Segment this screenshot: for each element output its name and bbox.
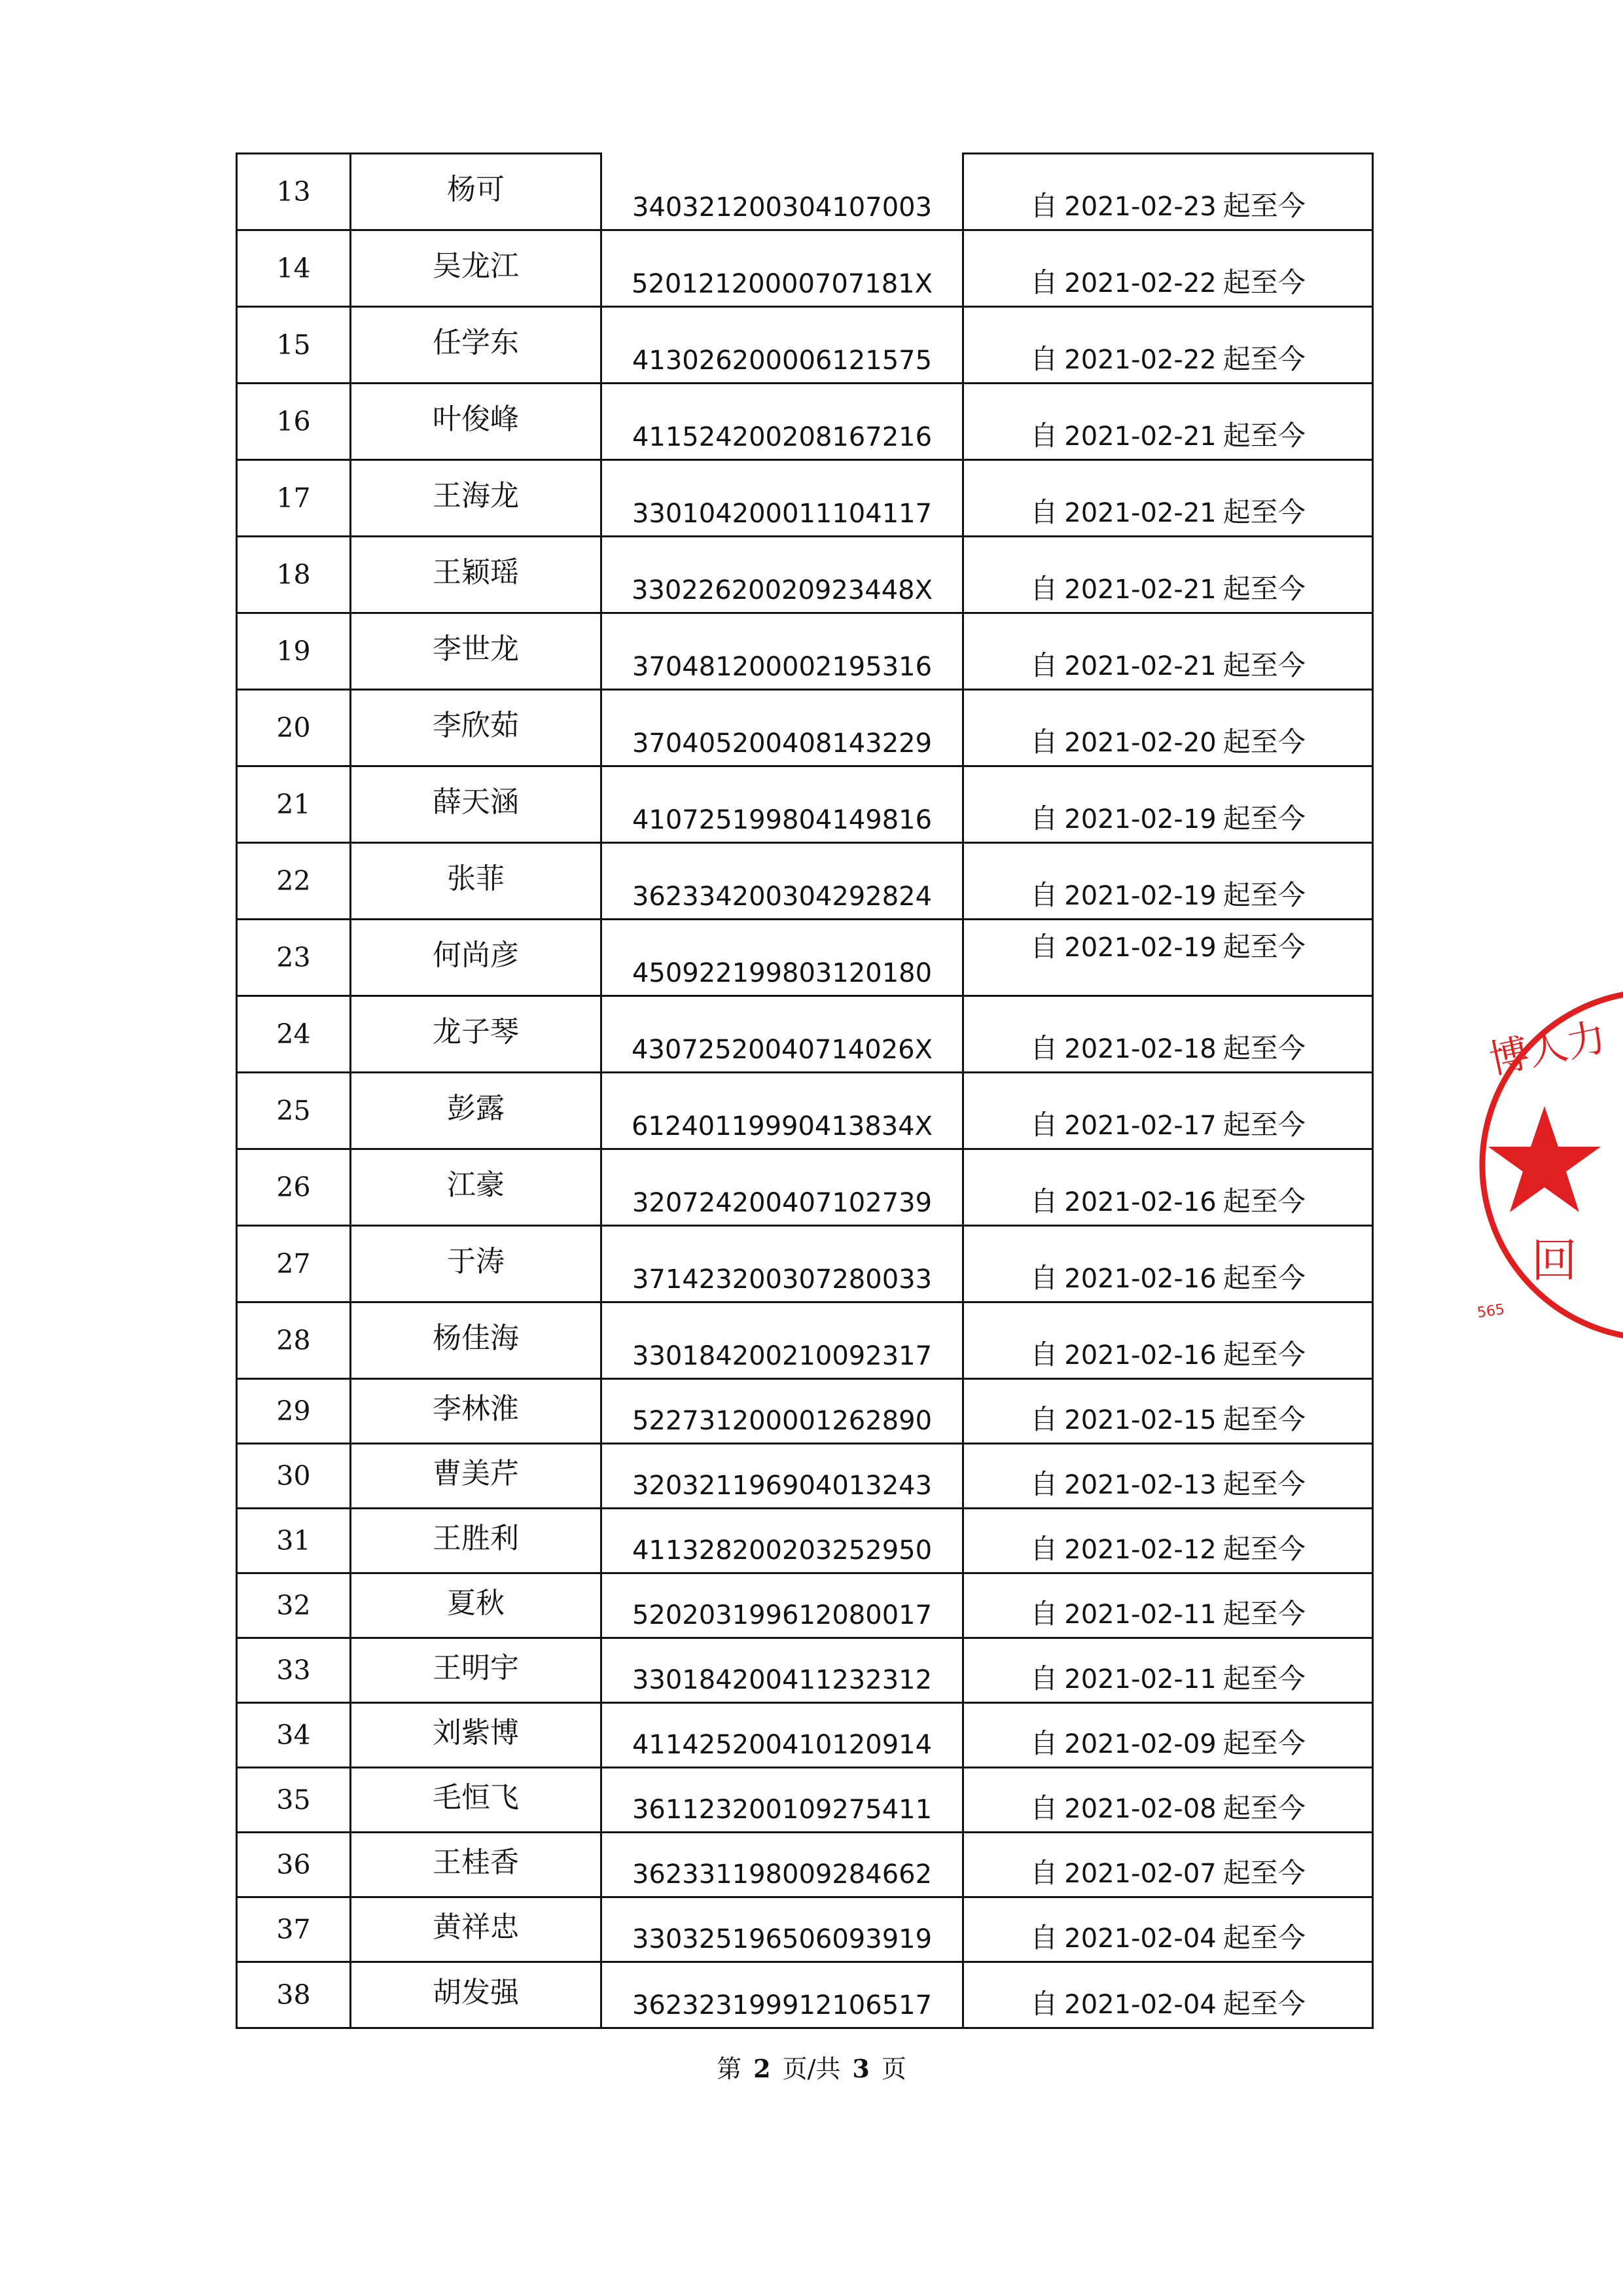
row-number: 34: [237, 1703, 351, 1768]
person-name: 张菲: [447, 862, 505, 895]
table-row: [237, 766, 1373, 843]
id-number: 361123200109275411: [601, 1768, 963, 1833]
table-row: [237, 1638, 1373, 1703]
table-row: [237, 1444, 1373, 1509]
table-row: [237, 384, 1373, 460]
start-date-cell: [963, 1302, 1373, 1379]
start-date: 2021-02-21: [1064, 422, 1217, 452]
footer-total-pages: 3: [852, 2054, 870, 2083]
table-row: [237, 1833, 1373, 1897]
roster-table: [236, 152, 1374, 2029]
id-number: 330184200210092317: [601, 1302, 963, 1379]
date-prefix: 自: [1030, 1792, 1058, 1824]
person-name-cell: [351, 1226, 601, 1302]
start-date-cell: [963, 1768, 1373, 1833]
start-date: 2021-02-21: [1064, 575, 1217, 605]
start-date-cell: [963, 384, 1373, 460]
person-name: 李世龙: [433, 632, 519, 666]
person-name-cell: [351, 920, 601, 996]
date-suffix: 起至今: [1222, 343, 1306, 375]
date-suffix: 起至今: [1222, 879, 1306, 911]
date-prefix: 自: [1030, 1662, 1058, 1695]
date-suffix: 起至今: [1222, 1662, 1306, 1695]
start-date-cell: [963, 1833, 1373, 1897]
id-number: 370481200002195316: [601, 613, 963, 690]
start-date: 2021-02-12: [1064, 1535, 1217, 1565]
date-prefix: 自: [1030, 802, 1058, 834]
date-suffix: 起至今: [1222, 190, 1306, 222]
id-number: 411425200410120914: [601, 1703, 963, 1768]
id-number: 320724200407102739: [601, 1149, 963, 1226]
row-number: 37: [237, 1897, 351, 1962]
table-row: [237, 1509, 1373, 1573]
table-row: [237, 1379, 1373, 1444]
table-row: [237, 1962, 1373, 2028]
date-prefix: 自: [1030, 879, 1058, 911]
person-name: 于涛: [447, 1245, 505, 1278]
date-prefix: 自: [1030, 1533, 1058, 1565]
person-name: 胡发强: [433, 1976, 519, 2009]
date-suffix: 起至今: [1222, 1533, 1306, 1565]
person-name: 吴龙江: [433, 249, 519, 283]
date-suffix: 起至今: [1222, 266, 1306, 298]
row-number: 16: [237, 384, 351, 460]
date-suffix: 起至今: [1222, 1338, 1306, 1371]
row-number: 25: [237, 1073, 351, 1149]
start-date: 2021-02-18: [1064, 1034, 1217, 1064]
start-date: 2021-02-22: [1064, 268, 1217, 298]
id-number: 522731200001262890: [601, 1379, 963, 1444]
row-number: 13: [237, 154, 351, 230]
start-date: 2021-02-17: [1064, 1111, 1217, 1141]
date-suffix: 起至今: [1222, 1922, 1306, 1954]
start-date-cell: [963, 460, 1373, 537]
person-name-cell: [351, 1897, 601, 1962]
person-name-cell: [351, 384, 601, 460]
row-number: 26: [237, 1149, 351, 1226]
start-date-cell: [963, 1444, 1373, 1509]
id-number: 330104200011104117: [601, 460, 963, 537]
date-prefix: 自: [1030, 1857, 1058, 1889]
table-row: [237, 154, 1373, 230]
row-number: 33: [237, 1638, 351, 1703]
date-prefix: 自: [1030, 420, 1058, 452]
person-name-cell: [351, 1302, 601, 1379]
start-date: 2021-02-21: [1064, 498, 1217, 528]
start-date: 2021-02-19: [1064, 804, 1217, 834]
start-date-cell: [963, 1379, 1373, 1444]
start-date: 2021-02-21: [1064, 651, 1217, 681]
date-suffix: 起至今: [1222, 1262, 1306, 1294]
id-number: 340321200304107003: [601, 154, 963, 230]
person-name-cell: [351, 1833, 601, 1897]
person-name-cell: [351, 307, 601, 384]
date-prefix: 自: [1030, 1403, 1058, 1435]
star-icon: [1488, 1106, 1601, 1212]
date-prefix: 自: [1030, 1598, 1058, 1630]
table-row: [237, 843, 1373, 920]
id-number: 52012120000707181X: [601, 230, 963, 307]
person-name: 杨可: [447, 173, 505, 206]
table-row: [237, 1768, 1373, 1833]
date-suffix: 起至今: [1222, 1032, 1306, 1064]
date-prefix: 自: [1030, 1109, 1058, 1141]
start-date-cell: [963, 996, 1373, 1073]
id-number: 330325196506093919: [601, 1897, 963, 1962]
date-suffix: 起至今: [1222, 1468, 1306, 1500]
id-number: 411328200203252950: [601, 1509, 963, 1573]
person-name-cell: [351, 843, 601, 920]
start-date-cell: [963, 307, 1373, 384]
table-row: [237, 996, 1373, 1073]
person-name: 王胜利: [433, 1522, 519, 1555]
row-number: 24: [237, 996, 351, 1073]
date-prefix: 自: [1030, 1988, 1058, 2020]
row-number: 18: [237, 537, 351, 613]
date-prefix: 自: [1030, 496, 1058, 528]
date-suffix: 起至今: [1222, 1727, 1306, 1759]
person-name-cell: [351, 1573, 601, 1638]
start-date: 2021-02-22: [1064, 345, 1217, 375]
start-date-cell: [963, 230, 1373, 307]
table-row: [237, 1573, 1373, 1638]
table-row: [237, 1302, 1373, 1379]
person-name-cell: [351, 1073, 601, 1149]
start-date-cell: [963, 1073, 1373, 1149]
person-name-cell: [351, 1768, 601, 1833]
person-name-cell: [351, 766, 601, 843]
row-number: 17: [237, 460, 351, 537]
person-name: 王颖瑶: [433, 556, 519, 589]
row-number: 29: [237, 1379, 351, 1444]
date-prefix: 自: [1030, 1185, 1058, 1217]
start-date: 2021-02-08: [1064, 1794, 1217, 1824]
person-name: 江豪: [447, 1168, 505, 1202]
person-name-cell: [351, 1509, 601, 1573]
start-date: 2021-02-09: [1064, 1729, 1217, 1759]
date-prefix: 自: [1030, 343, 1058, 375]
start-date-cell: [963, 1573, 1373, 1638]
person-name: 毛恒飞: [433, 1781, 519, 1814]
date-suffix: 起至今: [1222, 420, 1306, 452]
id-number: 362331198009284662: [601, 1833, 963, 1897]
start-date-cell: [963, 1226, 1373, 1302]
id-number: 370405200408143229: [601, 690, 963, 766]
start-date-cell: [963, 690, 1373, 766]
start-date-cell: [963, 537, 1373, 613]
date-suffix: 起至今: [1222, 496, 1306, 528]
table-row: [237, 920, 1373, 996]
person-name: 刘紫博: [433, 1716, 519, 1749]
table-row: [237, 460, 1373, 537]
footer-mid: 页/共: [782, 2054, 841, 2083]
person-name-cell: [351, 154, 601, 230]
row-number: 23: [237, 920, 351, 996]
id-number: 362334200304292824: [601, 843, 963, 920]
date-suffix: 起至今: [1222, 1185, 1306, 1217]
table-row: [237, 690, 1373, 766]
row-number: 32: [237, 1573, 351, 1638]
row-number: 35: [237, 1768, 351, 1833]
person-name-cell: [351, 1149, 601, 1226]
footer-prefix: 第: [717, 2054, 742, 2083]
seal-graphic: [1466, 969, 1623, 1361]
table-row: [237, 613, 1373, 690]
start-date: 2021-02-16: [1064, 1264, 1217, 1294]
person-name: 彭露: [447, 1092, 505, 1125]
start-date-cell: [963, 1638, 1373, 1703]
id-number: 33022620020923448X: [601, 537, 963, 613]
table-row: [237, 307, 1373, 384]
person-name-cell: [351, 996, 601, 1073]
date-prefix: 自: [1030, 1338, 1058, 1371]
person-name: 任学东: [433, 326, 519, 359]
start-date: 2021-02-19: [1064, 933, 1217, 963]
id-number: 450922199803120180: [601, 920, 963, 996]
person-name: 夏秋: [447, 1587, 505, 1620]
person-name-cell: [351, 1703, 601, 1768]
date-suffix: 起至今: [1222, 1403, 1306, 1435]
start-date-cell: [963, 920, 1373, 996]
person-name: 王桂香: [433, 1846, 519, 1879]
start-date: 2021-02-07: [1064, 1859, 1217, 1889]
person-name-cell: [351, 1638, 601, 1703]
date-suffix: 起至今: [1222, 1109, 1306, 1141]
seal-text-top: 博人力: [1485, 1014, 1611, 1084]
person-name-cell: [351, 690, 601, 766]
row-number: 28: [237, 1302, 351, 1379]
seal-text-bottom: 回: [1531, 1234, 1577, 1287]
start-date-cell: [963, 1149, 1373, 1226]
seal-serial: 565: [1476, 1301, 1506, 1322]
person-name: 李林淮: [433, 1392, 519, 1426]
person-name: 何尚彦: [433, 939, 519, 972]
row-number: 27: [237, 1226, 351, 1302]
table-row: [237, 1897, 1373, 1962]
person-name-cell: [351, 537, 601, 613]
date-prefix: 自: [1030, 1032, 1058, 1064]
person-name-cell: [351, 460, 601, 537]
footer-suffix: 页: [881, 2054, 906, 2083]
date-prefix: 自: [1030, 573, 1058, 605]
official-seal: [1466, 969, 1623, 1361]
start-date-cell: [963, 1897, 1373, 1962]
date-suffix: 起至今: [1222, 726, 1306, 758]
roster-body: [237, 154, 1373, 2028]
id-number: 371423200307280033: [601, 1226, 963, 1302]
row-number: 22: [237, 843, 351, 920]
date-prefix: 自: [1030, 266, 1058, 298]
person-name-cell: [351, 1444, 601, 1509]
person-name: 杨佳海: [433, 1321, 519, 1355]
id-number: 413026200006121575: [601, 307, 963, 384]
date-suffix: 起至今: [1222, 649, 1306, 681]
start-date-cell: [963, 843, 1373, 920]
person-name-cell: [351, 613, 601, 690]
row-number: 36: [237, 1833, 351, 1897]
start-date-cell: [963, 1509, 1373, 1573]
date-prefix: 自: [1030, 931, 1058, 963]
person-name: 龙子琴: [433, 1015, 519, 1049]
id-number: 411524200208167216: [601, 384, 963, 460]
table-row: [237, 1149, 1373, 1226]
person-name-cell: [351, 230, 601, 307]
person-name: 王明宇: [433, 1651, 519, 1685]
date-prefix: 自: [1030, 726, 1058, 758]
start-date: 2021-02-11: [1064, 1664, 1217, 1695]
start-date-cell: [963, 766, 1373, 843]
date-prefix: 自: [1030, 1468, 1058, 1500]
date-prefix: 自: [1030, 1727, 1058, 1759]
footer-current-page: 2: [753, 2054, 771, 2083]
start-date: 2021-02-19: [1064, 881, 1217, 911]
id-number: 520203199612080017: [601, 1573, 963, 1638]
id-number: 320321196904013243: [601, 1444, 963, 1509]
start-date: 2021-02-04: [1064, 1924, 1217, 1954]
date-prefix: 自: [1030, 190, 1058, 222]
date-prefix: 自: [1030, 649, 1058, 681]
row-number: 19: [237, 613, 351, 690]
start-date-cell: [963, 613, 1373, 690]
row-number: 30: [237, 1444, 351, 1509]
date-suffix: 起至今: [1222, 1857, 1306, 1889]
person-name: 王海龙: [433, 479, 519, 512]
start-date: 2021-02-20: [1064, 728, 1217, 758]
row-number: 21: [237, 766, 351, 843]
row-number: 38: [237, 1962, 351, 2028]
start-date: 2021-02-23: [1064, 192, 1217, 222]
person-name: 李欣茹: [433, 709, 519, 742]
start-date: 2021-02-16: [1064, 1340, 1217, 1371]
person-name-cell: [351, 1379, 601, 1444]
person-name: 曹美芹: [433, 1457, 519, 1490]
table-row: [237, 1073, 1373, 1149]
date-suffix: 起至今: [1222, 1598, 1306, 1630]
table-row: [237, 1226, 1373, 1302]
id-number: 362323199912106517: [601, 1962, 963, 2028]
id-number: 410725199804149816: [601, 766, 963, 843]
start-date: 2021-02-04: [1064, 1990, 1217, 2020]
person-name: 叶俊峰: [433, 403, 519, 436]
row-number: 15: [237, 307, 351, 384]
row-number: 14: [237, 230, 351, 307]
start-date-cell: [963, 154, 1373, 230]
start-date: 2021-02-13: [1064, 1470, 1217, 1500]
table-row: [237, 1703, 1373, 1768]
date-suffix: 起至今: [1222, 931, 1306, 963]
id-number: 61240119990413834X: [601, 1073, 963, 1149]
start-date: 2021-02-16: [1064, 1187, 1217, 1217]
start-date-cell: [963, 1962, 1373, 2028]
date-prefix: 自: [1030, 1262, 1058, 1294]
id-number: 330184200411232312: [601, 1638, 963, 1703]
start-date: 2021-02-15: [1064, 1405, 1217, 1435]
date-suffix: 起至今: [1222, 1988, 1306, 2020]
date-suffix: 起至今: [1222, 1792, 1306, 1824]
person-name-cell: [351, 1962, 601, 2028]
row-number: 31: [237, 1509, 351, 1573]
date-prefix: 自: [1030, 1922, 1058, 1954]
person-name: 黄祥忠: [433, 1910, 519, 1944]
id-number: 43072520040714026X: [601, 996, 963, 1073]
row-number: 20: [237, 690, 351, 766]
page-footer: [0, 2049, 1623, 2085]
date-suffix: 起至今: [1222, 573, 1306, 605]
start-date-cell: [963, 1703, 1373, 1768]
person-name: 薛天涵: [433, 785, 519, 819]
start-date: 2021-02-11: [1064, 1600, 1217, 1630]
table-row: [237, 230, 1373, 307]
date-suffix: 起至今: [1222, 802, 1306, 834]
table-row: [237, 537, 1373, 613]
